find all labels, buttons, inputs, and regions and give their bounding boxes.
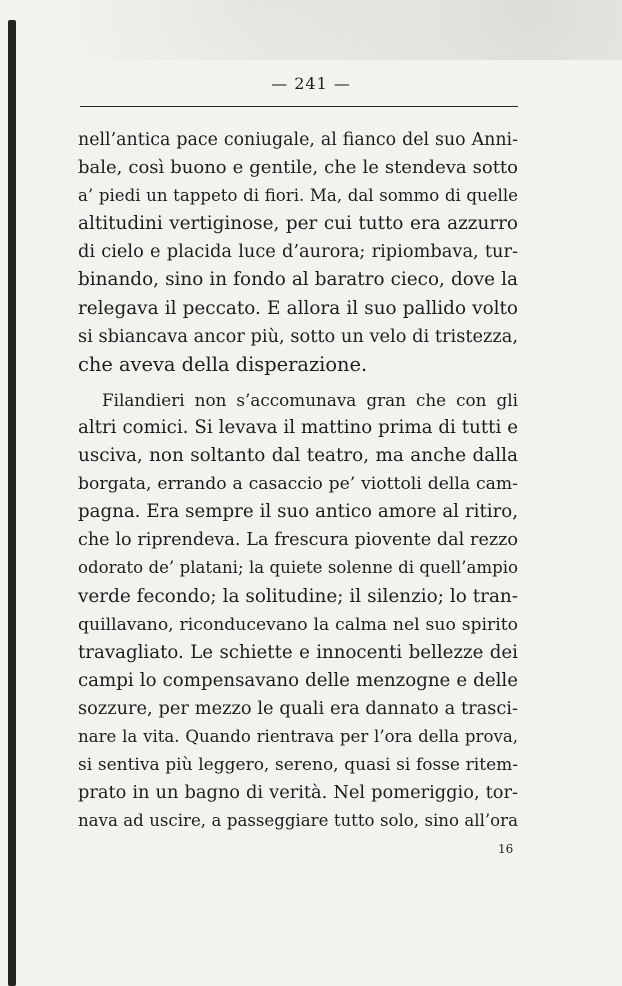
text-line: nell’antica pace coniugale, al fianco del suo Anni- <box>78 130 518 150</box>
signature-mark: 16 <box>498 842 514 856</box>
text-line: borgata, errando a casaccio pe’ viottoli della cam- <box>78 474 518 495</box>
text-line: che aveva della disperazione. <box>78 352 368 376</box>
text-line: nava ad uscire, a passeggiare tutto solo, sino all’ora <box>78 811 518 831</box>
text-line: travagliato. Le schiette e innocenti bellezze dei <box>78 641 518 663</box>
text-line: che lo riprendeva. La frescura piovente dal rezzo <box>78 530 518 551</box>
text-line: campi lo compensavano delle menzogne e delle <box>78 669 518 691</box>
text-line: odorato de’ platani; la quiete solenne di quell’ampio <box>78 558 518 578</box>
text-line: verde fecondo; la solitudine; il silenzio; lo tran- <box>78 585 518 607</box>
text-line: si sentiva più leggero, sereno, quasi si fosse ritem- <box>78 755 518 776</box>
text-line: quillavano, riconducevano la calma nel suo spirito <box>78 614 518 635</box>
text-line: altitudini vertiginose, per cui tutto era azzurro <box>78 213 518 235</box>
paragraph-2 <box>78 386 518 836</box>
text-line: si sbiancava ancor più, sotto un velo di tristezza, <box>78 325 518 347</box>
text-line: a’ piedi un tappeto di fiori. Ma, dal sommo di quelle <box>78 186 518 206</box>
text-line: bale, così buono e gentile, che le stendeva sotto <box>78 157 518 179</box>
text-line: Filandieri non s’accomunava gran che con gli <box>102 389 518 410</box>
paragraph-gap <box>78 379 518 386</box>
paragraph-1 <box>78 126 518 379</box>
text-line: binando, sino in fondo al baratro cieco, dove la <box>78 269 518 291</box>
text-line: pagna. Era sempre il suo antico amore al ritiro, <box>78 501 518 523</box>
body-text <box>78 126 518 835</box>
text-line: altri comici. Si levava il mattino prima di tutti e <box>78 416 518 438</box>
text-line: relegava il peccato. E allora il suo pallido volto <box>78 297 518 319</box>
text-line: usciva, non soltanto dal teatro, ma anche dalla <box>78 445 518 467</box>
text-line: nare la vita. Quando rientrava per l’ora della prova, <box>78 726 518 746</box>
page-number: — 241 — <box>271 74 351 93</box>
text-line: di cielo e placida luce d’aurora; ripiombava, tur- <box>78 241 518 263</box>
text-line: sozzure, per mezzo le quali era dannato a trasci- <box>78 697 518 719</box>
header-rule <box>80 106 518 107</box>
binding-edge <box>8 20 16 986</box>
page-stain <box>0 0 622 60</box>
text-line: prato in un bagno di verità. Nel pomeriggio, tor- <box>78 782 518 804</box>
